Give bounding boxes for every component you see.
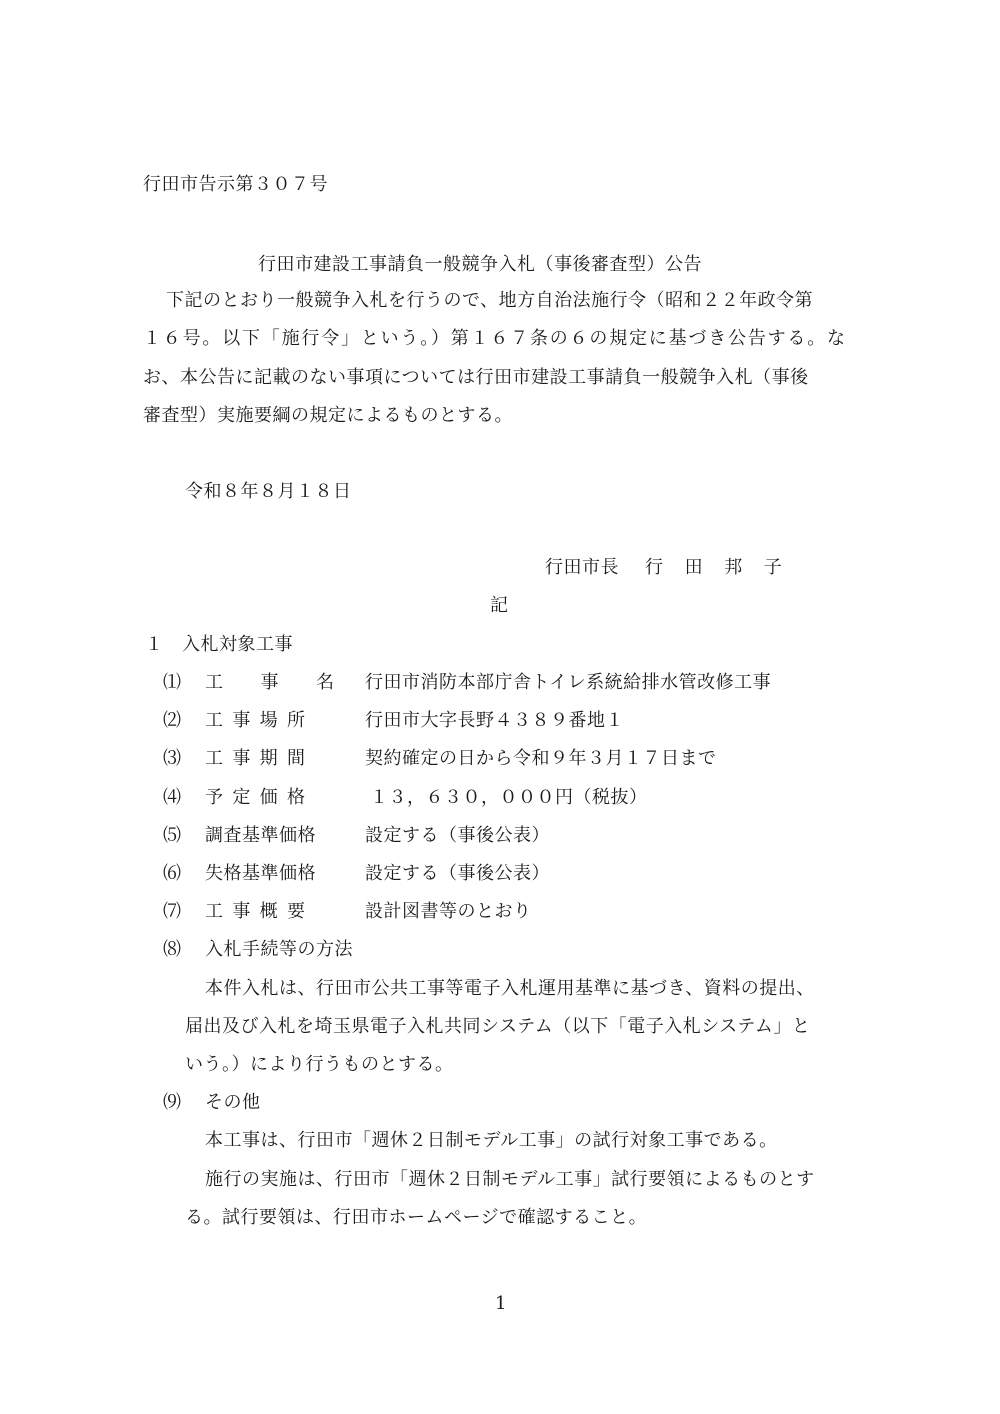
item-text-line: る。試行要領は、行田市ホームページで確認すること。 <box>185 1207 648 1228</box>
item-text-line: 本工事は、行田市「週休２日制モデル工事」の試行対象工事である。 <box>205 1130 778 1151</box>
item-number: ⑷ <box>163 787 182 808</box>
item-number: ⑵ <box>163 710 182 731</box>
item-label: 工 事 概 要 <box>205 901 307 922</box>
item-text-line: 届出及び入札を埼玉県電子入札共同システム（以下「電子入札システム」と <box>185 1016 811 1037</box>
item-value: 行田市大字長野４３８９番地１ <box>365 710 624 731</box>
item-value: 設計図書等のとおり <box>365 901 532 922</box>
item-number: ⑶ <box>163 748 182 769</box>
item-number: ⑼ <box>163 1092 182 1113</box>
intro-line: お、本公告に記載のない事項については行田市建設工事請負一般競争入札（事後 <box>143 367 809 388</box>
document-title: 行田市建設工事請負一般競争入札（事後審査型）公告 <box>258 254 702 275</box>
item-text-line: 施行の実施は、行田市「週休２日制モデル工事」試行要領によるものとす <box>205 1169 815 1190</box>
intro-line: 下記のとおり一般競争入札を行うので、地方自治法施行令（昭和２２年政令第 <box>166 290 814 311</box>
section-heading: １ 入札対象工事 <box>145 634 293 655</box>
intro-line: １６号。以下「施行令」という。）第１６７条の６の規定に基づき公告する。な <box>143 328 847 349</box>
item-label: 工 事 場 所 <box>205 710 307 731</box>
item-label: 調査基準価格 <box>205 825 316 846</box>
item-label: 失格基準価格 <box>205 863 316 884</box>
notice-date: 令和８年８月１８日 <box>185 481 352 502</box>
page-number: 1 <box>495 1293 507 1314</box>
intro-line: 審査型）実施要綱の規定によるものとする。 <box>143 405 513 426</box>
item-label: その他 <box>205 1092 261 1113</box>
item-number: ⑺ <box>163 901 182 922</box>
item-number: ⑹ <box>163 863 182 884</box>
item-label: 予 定 価 格 <box>205 787 307 808</box>
item-text-line: 本件入札は、行田市公共工事等電子入札運用基準に基づき、資料の提出、 <box>205 978 815 999</box>
item-number: ⑴ <box>163 672 182 693</box>
item-value: 設定する（事後公表） <box>365 863 550 884</box>
item-number: ⑸ <box>163 825 182 846</box>
item-text-line: いう。）により行うものとする。 <box>185 1054 454 1075</box>
notice-number: 行田市告示第３０７号 <box>143 174 328 195</box>
item-label: 工 事 名 <box>205 672 335 693</box>
item-value: 行田市消防本部庁舎トイレ系統給排水管改修工事 <box>365 672 772 693</box>
item-value: 設定する（事後公表） <box>365 825 550 846</box>
signer-name: 行 田 邦 子 <box>645 557 784 578</box>
item-value: 契約確定の日から令和９年３月１７日まで <box>365 748 717 769</box>
item-label: 工 事 期 間 <box>205 748 307 769</box>
ki-heading: 記 <box>490 595 509 616</box>
item-label: 入札手続等の方法 <box>205 939 353 960</box>
item-value: １３，６３０，０００円（税抜） <box>370 787 648 808</box>
item-number: ⑻ <box>163 939 182 960</box>
signer-title: 行田市長 <box>545 557 619 578</box>
